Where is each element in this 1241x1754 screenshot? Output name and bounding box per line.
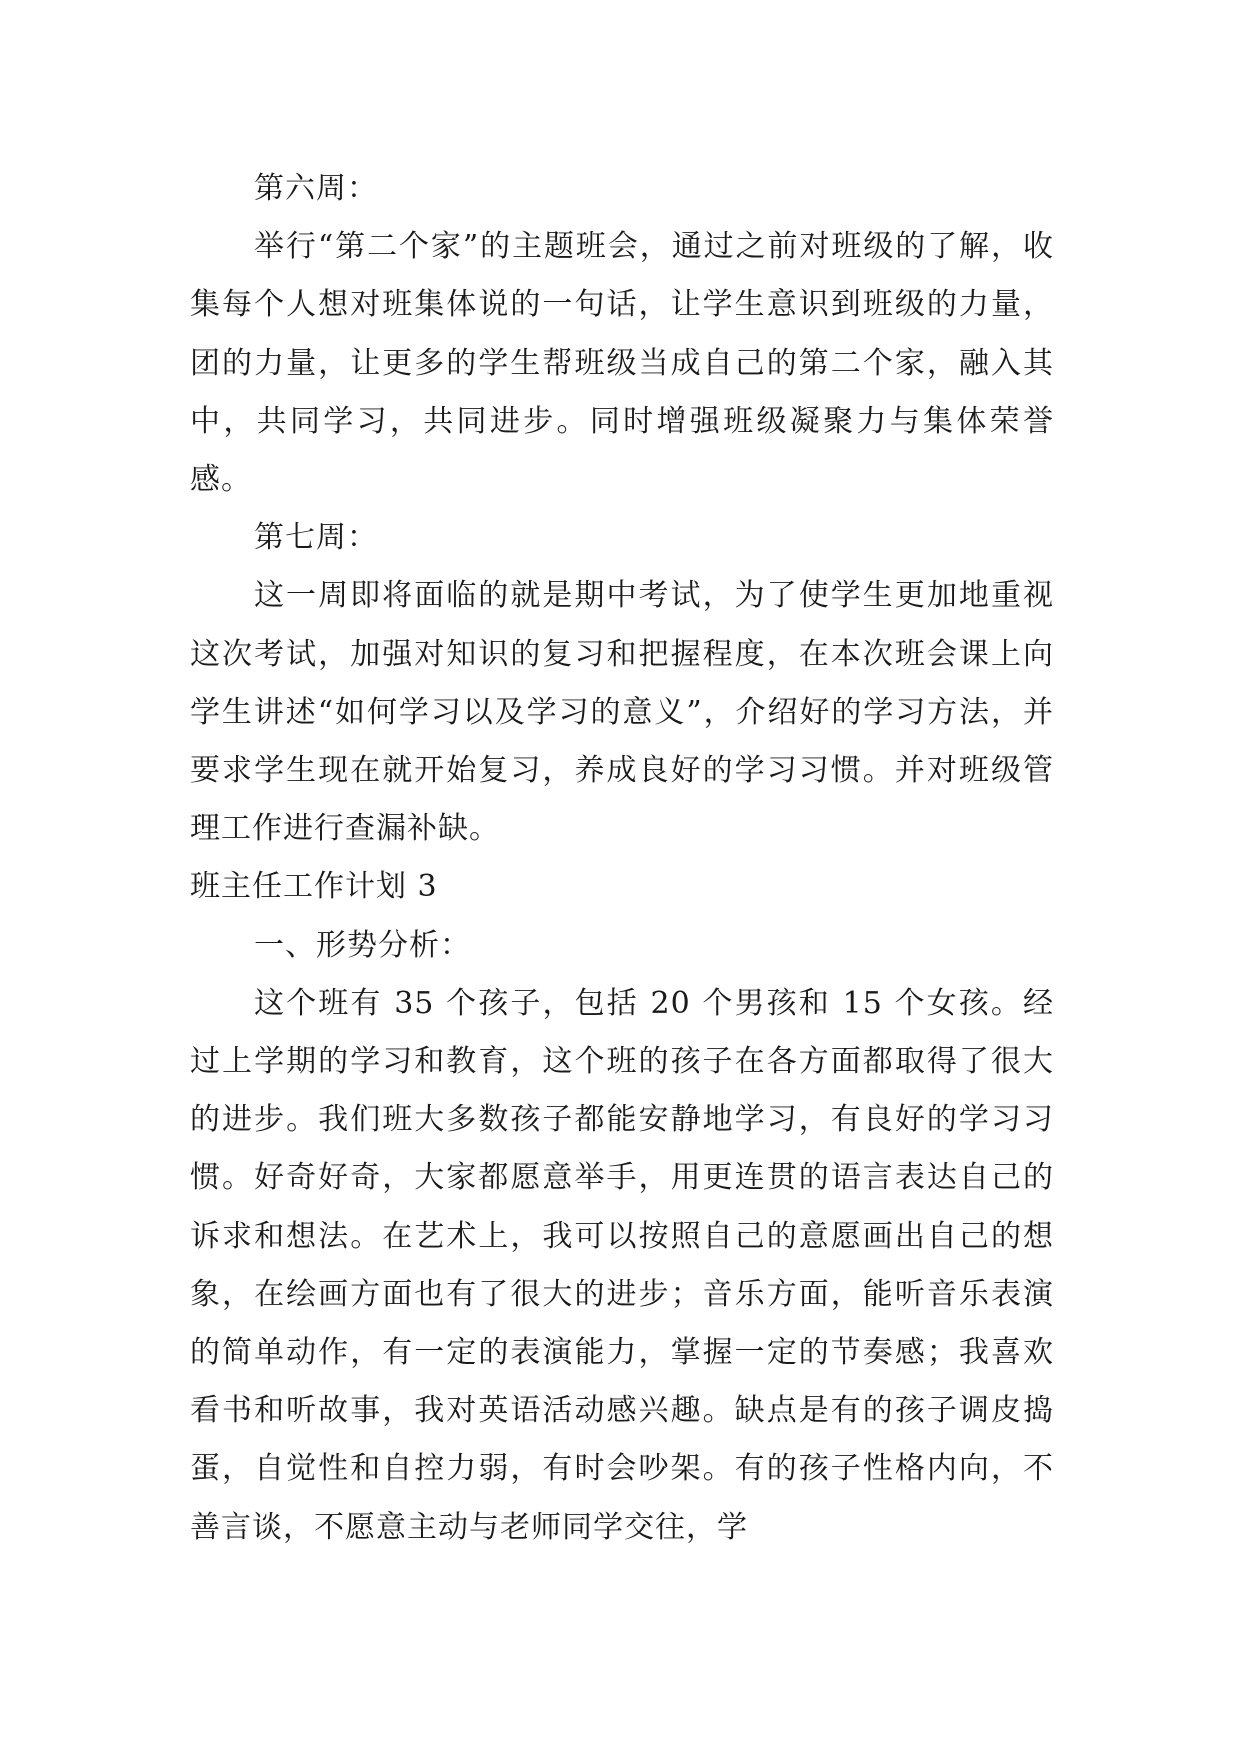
week6-paragraph: 举行“第二个家”的主题班会，通过之前对班级的了解，收集每个人想对班集体说的一句话，让学生意识到班级的力量，团的力量，让更多的学生帮班级当成自己的第二个家，融入其中，共同学习，共同进步。同时增强班级凝聚力与集体荣誉感。 — [190, 229, 1054, 498]
week7-heading: 第七周： — [254, 520, 378, 556]
document-body — [190, 160, 1054, 1557]
week6-heading: 第六周： — [254, 171, 378, 206]
plan3-title: 班主任工作计划 3 — [190, 869, 438, 905]
situation-heading: 一、形势分析： — [254, 927, 471, 963]
situation-paragraph: 这个班有 35 个孩子，包括 20 个男孩和 15 个女孩。经过上学期的学习和教育，这个班的孩子在各方面都取得了很大的进步。我们班大多数孩子都能安静地学习，有良好的学习习惯。好奇好奇，大家都愿意举手，用更连贯的语言表达自己的诉求和想法。在艺术上，我可以按照自己的意愿画出自己的想象，在绘画方面也有了很大的进步；音乐方面，能听音乐表演的简单动作，有一定的表演能力，掌握一定的节奏感；我喜欢看书和听故事，我对英语活动感兴趣。缺点是有的孩子调皮捣蛋，自觉性和自控力弱，有时会吵架。有的孩子性格内向，不善言谈，不愿意主动与老师同学交往，学 — [190, 985, 1054, 1545]
week7-paragraph: 这一周即将面临的就是期中考试，为了使学生更加地重视这次考试，加强对知识的复习和把握程度，在本次班会课上向学生讲述“如何学习以及学习的意义”，介绍好的学习方法，并要求学生现在就开始复习，养成良好的学习习惯。并对班级管理工作进行查漏补缺。 — [190, 578, 1054, 847]
